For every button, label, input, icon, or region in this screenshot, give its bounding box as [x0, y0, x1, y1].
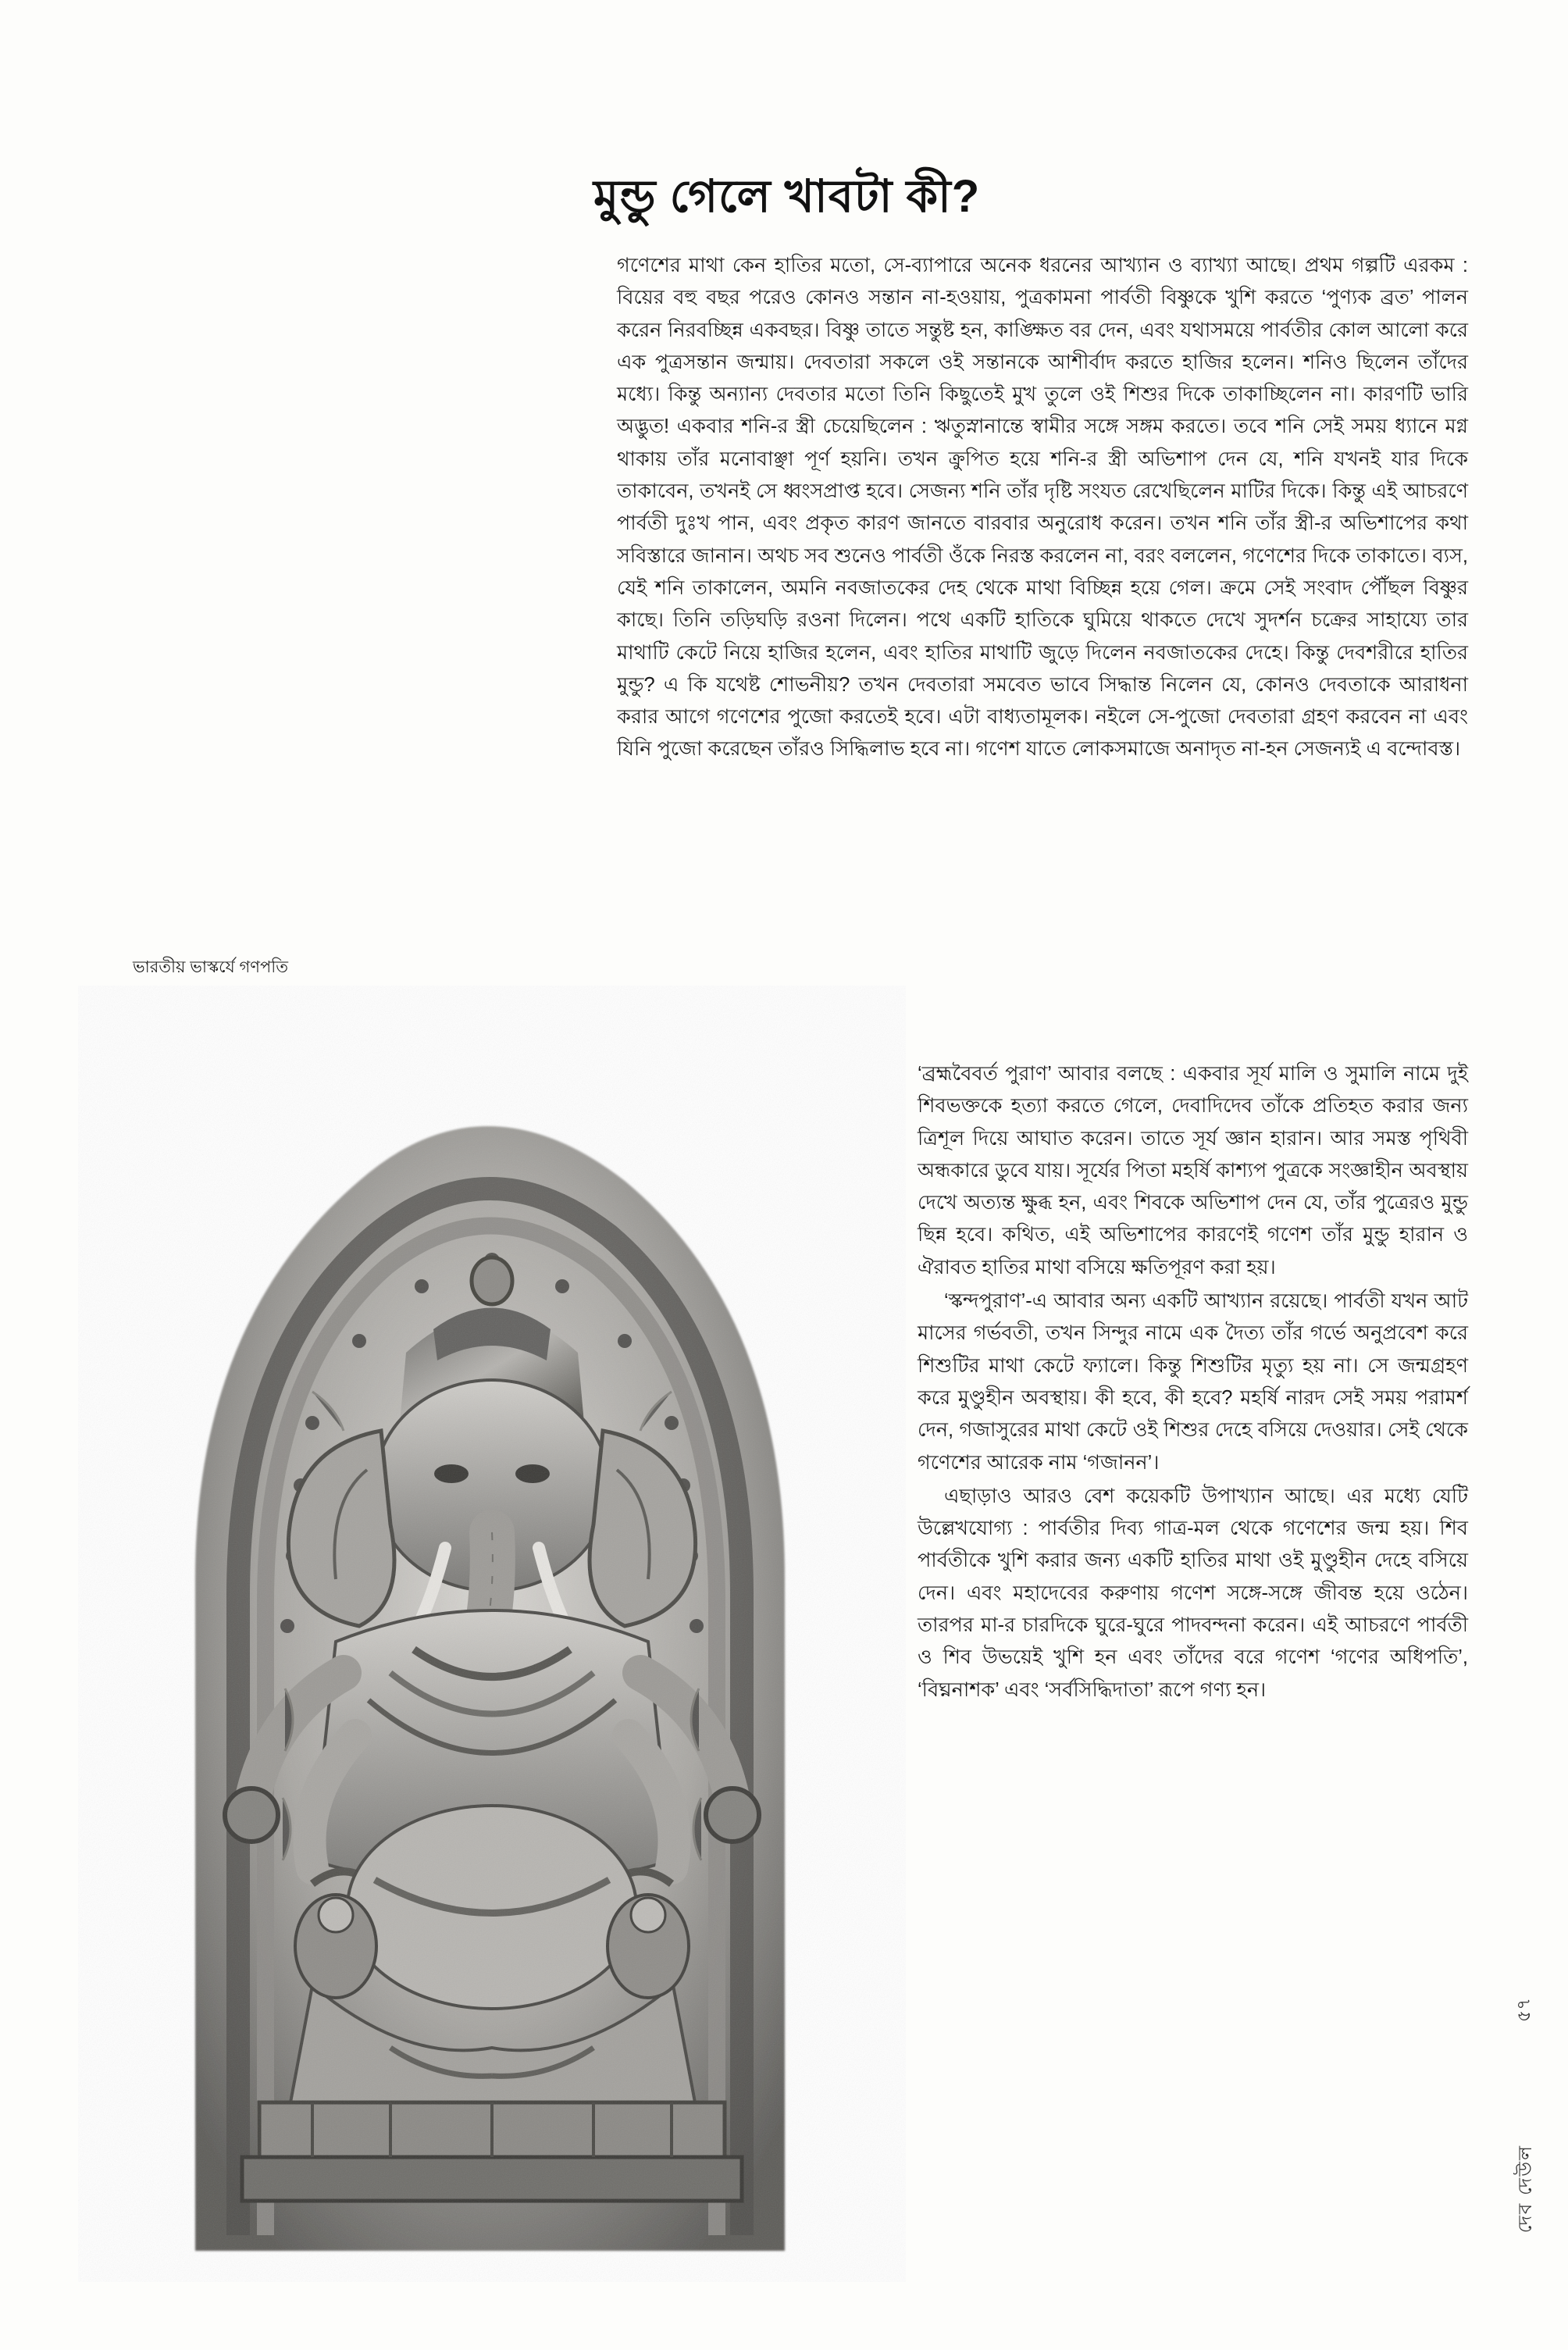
folio-running-head: দেব দেউল [1515, 2144, 1536, 2233]
page-number: ৫৭ [1513, 1997, 1534, 2022]
figure-caption: ভারতীয় ভাস্কর্যে গণপতি [133, 958, 288, 976]
page-title: মুন্ডু গেলে খাবটা কী? [593, 170, 981, 222]
body-text-column-wide [617, 250, 1468, 766]
paragraph-1: গণেশের মাথা কেন হাতির মতো, সে-ব্যাপারে অনেক ধরনের আখ্যান ও ব্যাখ্যা আছে। প্রথম গল্পটি এরকম : বিয়ের বহু বছর পরেও কোনও সন্তান না-হওয়ায়, পুত্রকামনা পার্বতী বিষ্ণুকে খুশি করতে ‘পুণ্যক ব্রত’ পালন করেন নিরবচ্ছিন্ন একবছর। বিষ্ণু তাতে সন্তুষ্ট হন, কাঙ্ক্ষিত বর দেন, এবং যথাসময়ে পার্বতীর কোল আলো করে এক পুত্রসন্তান জন্মায়। দেবতারা সকলে ওই সন্তানকে আশীর্বাদ করতে হাজির হলেন। শনিও ছিলেন তাঁদের মধ্যে। কিন্তু অন্যান্য দেবতার মতো তিনি কিছুতেই মুখ তুলে ওই শিশুর দিকে তাকাচ্ছিলেন না। কারণটি ভারি অদ্ভুত! একবার শনি-র স্ত্রী চেয়েছিলেন : ঋতুস্নানান্তে স্বামীর সঙ্গে সঙ্গম করতে। তবে শনি সেই সময় ধ্যানে মগ্ন থাকায় তাঁর মনোবাঞ্ছা পূর্ণ হয়নি। তখন ক্রুপিত হয়ে শনি-র স্ত্রী অভিশাপ দেন যে, শনি যখনই যার দিকে তাকাবেন, তখনই সে ধ্বংসপ্রাপ্ত হবে। সেজন্য শনি তাঁর দৃষ্টি সংযত রেখেছিলেন মাটির দিকে। কিন্তু এই আচরণে পার্বতী দুঃখ পান, এবং প্রকৃত কারণ জানতে বারবার অনুরোধ করেন। তখন শনি তাঁর স্ত্রী-র অভিশাপের কথা সবিস্তারে জানান। অথচ সব শুনেও পার্বতী ওঁকে নিরস্ত করলেন না, বরং বললেন, গণেশের দিকে তাকাতে। ব্যস, যেই শনি তাকালেন, অমনি নবজাতকের দেহ থেকে মাথা বিচ্ছিন্ন হয়ে গেল। ক্রমে সেই সংবাদ পৌঁছল বিষ্ণুর কাছে। তিনি তড়িঘড়ি রওনা দিলেন। পথে একটি হাতিকে ঘুমিয়ে থাকতে দেখে সুদর্শন চক্রের সাহায্যে তার মাথাটি কেটে নিয়ে হাজির হলেন, এবং হাতির মাথাটি জুড়ে দিলেন নবজাতকের দেহে। কিন্তু দেবশরীরে হাতির মুন্ডু? এ কি যথেষ্ট শোভনীয়? তখন দেবতারা সমবেত ভাবে সিদ্ধান্ত নিলেন যে, কোনও দেবতাকে আরাধনা করার আগে গণেশের পুজো করতেই হবে। এটা বাধ্যতামূলক। নইলে সে-পুজো দেবতারা গ্রহণ করবেন না এবং যিনি পুজো করেছেন তাঁরও সিদ্ধিলাভ হবে না। গণেশ যাতে লোকসমাজে অনাদৃত না-হন সেজন্যই এ বন্দোবস্ত। [617, 255, 1468, 761]
paragraph-4: এছাড়াও আরও বেশ কয়েকটি উপাখ্যান আছে। এর মধ্যে যেটি উল্লেখযোগ্য : পার্বতীর দিব্য গাত্র-মল থেকে গণেশের জন্ম হয়। শিব পার্বতীকে খুশি করার জন্য একটি হাতির মাথা ওই মুণ্ডুহীন দেহে বসিয়ে দেন। এবং মহাদেবের করুণায় গণেশ সঙ্গে-সঙ্গে জীবন্ত হয়ে ওঠেন। তারপর মা-র চারদিকে ঘুরে-ঘুরে পাদবন্দনা করেন। এই আচরণে পার্বতী ও শিব উভয়েই খুশি হন এবং তাঁদের বরে গণেশ ‘গণের অধিপতি’, ‘বিঘ্ননাশক’ এবং ‘সর্বসিদ্ধিদাতা’ রূপে গণ্য হন। [918, 1485, 1468, 1701]
paragraph-2: ‘ব্রহ্মবৈবর্ত পুরাণ’ আবার বলছে : একবার সূর্য মালি ও সুমালি নামে দুই শিবভক্তকে হত্যা করতে গেলে, দেবাদিদেব তাঁকে প্রতিহত করার জন্য ত্রিশূল দিয়ে আঘাত করেন। তাতে সূর্য জ্ঞান হারান। আর সমস্ত পৃথিবী অন্ধকারে ডুবে যায়। সূর্যের পিতা মহর্ষি কাশ্যপ পুত্রকে সংজ্ঞাহীন অবস্থায় দেখে অত্যন্ত ক্ষুব্ধ হন, এবং শিবকে অভিশাপ দেন যে, তাঁর পুত্রেরও মুন্ডু ছিন্ন হবে। কথিত, এই অভিশাপের কারণেই গণেশ তাঁর মুন্ডু হারান ও ঐরাবত হাতির মাথা বসিয়ে ক্ষতিপূরণ করা হয়। [918, 1063, 1468, 1278]
ganesha-sculpture-photo [78, 986, 906, 2282]
paragraph-3: ‘স্কন্দপুরাণ’-এ আবার অন্য একটি আখ্যান রয়েছে। পার্বতী যখন আট মাসের গর্ভবতী, তখন সিন্দুর নামে এক দৈত্য তাঁর গর্ভে অনুপ্রবেশ করে শিশুটির মাথা কেটে ফ্যালে। কিন্তু শিশুটির মৃত্যু হয় না। সে জন্মগ্রহণ করে মুণ্ডুহীন অবস্থায়। কী হবে, কী হবে? মহর্ষি নারদ সেই সময় পরামর্শ দেন, গজাসুরের মাথা কেটে ওই শিশুর দেহে বসিয়ে দেওয়ার। সেই থেকে গণেশের আরেক নাম ‘গজানন’। [918, 1290, 1468, 1474]
body-text-column-narrow [918, 1058, 1468, 1706]
